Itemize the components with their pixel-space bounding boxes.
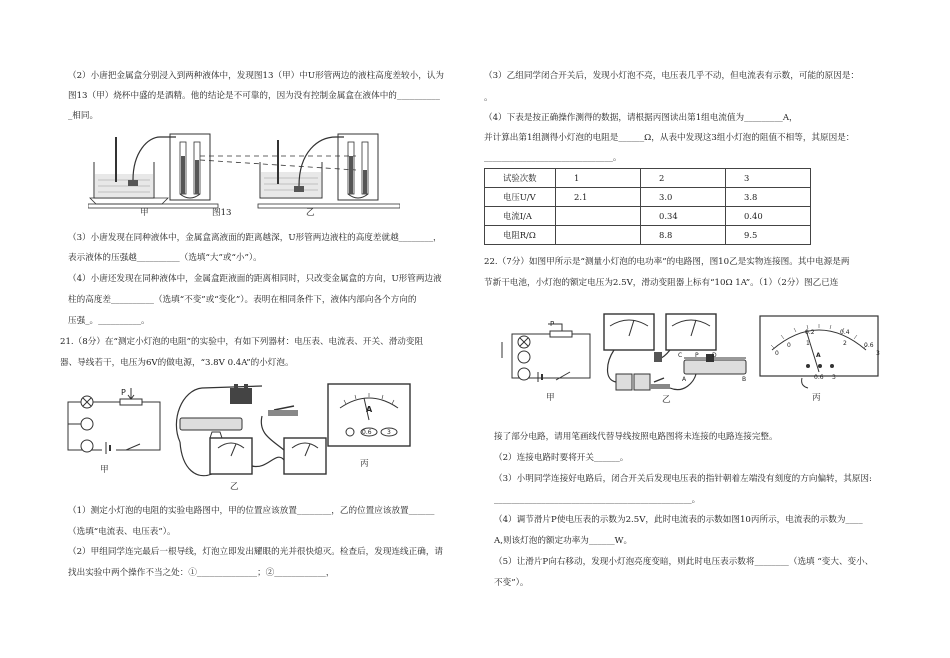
- q4-text-line1: （4）小唐还发现在同种液体中，金属盒距液面的距离相同时，只改变金属盒的方向，U形管两边液: [68, 274, 442, 284]
- figure-13-pressure-gauge: [88, 132, 400, 220]
- fig21-label-bing: 丙: [360, 459, 369, 469]
- q22-text-line2: 节新干电池，小灯泡的额定电压为2.5V，滑动变阻器上标有“10Ω 1A”。（1）（2分）图乙已连: [484, 278, 839, 288]
- fig22-scale-outer-3: 3: [876, 350, 880, 357]
- q22-5-text-line2: 不变”）。: [494, 578, 529, 588]
- q22-5-text-line1: （5）让滑片P向右移动，发现小灯泡亮度变暗，则此时电压表示数将________（选填 “变大、变小、: [494, 557, 874, 567]
- fig21-meter-a: A: [366, 405, 373, 414]
- table-cell: 3: [726, 169, 811, 188]
- table-row: [485, 226, 811, 245]
- fig22-scale-02: 0.2: [805, 329, 815, 336]
- r-q4-text-line3: ______________________________。: [484, 153, 622, 163]
- fig22-scale-outer-0: 0: [775, 350, 779, 357]
- q22-3-text-line2: ______________________________________________。: [494, 495, 701, 505]
- fig22-p-label: P: [550, 320, 555, 328]
- table-cell: 2.1: [556, 188, 641, 207]
- fig13-label-yi: 乙: [306, 208, 315, 218]
- table-cell: 3.0: [641, 188, 726, 207]
- fig21-meter-3: 3: [387, 429, 391, 436]
- q21-text-line1: 21.（8分）在“测定小灯泡的电阻”的实验中，有如下列器材：电压表、电流表、开关、滑动变阻: [60, 337, 424, 347]
- fig22-scale-04: 0.4: [840, 329, 850, 336]
- table-cell: [556, 226, 641, 245]
- table-cell: 9.5: [726, 226, 811, 245]
- q4-text-line3: 压强_。__________。: [68, 316, 150, 326]
- fig22-terminal-d: D: [712, 352, 717, 359]
- figure-22-circuit: [484, 302, 884, 408]
- fig22-label-yi: 乙: [662, 395, 671, 405]
- fig22-term-06: 0.6: [814, 374, 824, 381]
- table-cell: 电流I/A: [485, 207, 556, 226]
- table-header-row: [485, 169, 811, 188]
- fig21-label-yi: 乙: [230, 482, 239, 492]
- table-cell: 8.8: [641, 226, 726, 245]
- fig22-terminal-b: B: [742, 376, 747, 383]
- fig22-scale-outer-2: 2: [843, 340, 847, 347]
- table-cell: 3.8: [726, 188, 811, 207]
- q2-text-line1: （2）小唐把金属盒分别浸入到两种液体中，发现图13（甲）中U形管两边的液柱高度差较小，认为: [68, 71, 444, 81]
- fig22-term-3: 3: [832, 374, 836, 381]
- fig22-scale-0: 0: [787, 342, 791, 349]
- table-cell: 2: [641, 169, 726, 188]
- q3-text-line1: （3）小唐发现在同种液体中，金属盒离液面的距离越深，U形管两边液柱的高度差就越________，: [68, 233, 442, 243]
- q3-text-line2: 表示液体的压强越__________（选填“大”或“小”）。: [68, 253, 262, 263]
- q21-2-text-line2: 找出实验中两个操作不当之处：①______________；②____________，: [68, 568, 335, 578]
- fig22-terminal-a: A: [682, 376, 687, 383]
- table-row: [485, 207, 811, 226]
- fig22-scale-06: 0.6: [864, 342, 874, 349]
- q21-1-text-line1: （1）测定小灯泡的电阻的实验电路图中，甲的位置应该放置________，乙的位置应该放置______: [68, 506, 435, 516]
- fig22-terminal-c: C: [678, 352, 683, 359]
- q22-3-text-line1: （3）小明同学连接好电路后，闭合开关后发现电压表的指针朝着左端没有刻度的方向偏转，其原因:: [494, 474, 872, 484]
- table-cell: 1: [556, 169, 641, 188]
- fig13-label-jia: 甲: [140, 208, 149, 218]
- fig21-p-label: P: [121, 388, 126, 397]
- fig22-label-jia: 甲: [546, 393, 555, 403]
- q22-after-fig: 接了部分电路，请用笔画线代替导线按照电路图将未连接的电路连接完整。: [494, 432, 778, 442]
- fig22-scale-outer-1: 1: [806, 340, 810, 347]
- table-cell: 电阻R/Ω: [485, 226, 556, 245]
- fig21-label-jia: 甲: [100, 465, 109, 475]
- fig13-caption: 图13: [212, 208, 232, 218]
- table-cell: 0.34: [641, 207, 726, 226]
- table-cell: [556, 207, 641, 226]
- q2-text-line2: 图13（甲）烧杯中盛的是酒精。他的结论是不可靠的，因为没有控制金属盒在液体中的__________: [68, 91, 440, 101]
- r-q3-text-line1: （3）乙组同学闭合开关后，发现小灯泡不亮，电压表几乎不动，但电流表有示数，可能的原因是：: [484, 71, 860, 81]
- q22-2-text: （2）连接电路时要将开关______。: [494, 453, 629, 463]
- fig22-label-bing: 丙: [812, 393, 821, 403]
- fig22-terminal-p: P: [695, 352, 699, 359]
- table-row: [485, 188, 811, 207]
- q21-1-text-line2: （选填“电流表、电压表”）。: [68, 527, 176, 537]
- fig22-term-a: A: [816, 352, 821, 359]
- q2-text-line3: _相同。: [68, 111, 99, 121]
- q21-text-line2: 器、导线若干，电压为6V的做电源，“3.8V 0.4A”的小灯泡。: [60, 358, 294, 368]
- fig21-meter-06: 0.6: [362, 429, 372, 436]
- r-q4-text-line2: 并计算出第1组测得小灯泡的电阻是______Ω，从表中发现这3组小灯泡的阻值不相等，其原因是：: [484, 133, 855, 143]
- q22-text-line1: 22.（7分）如图甲所示是“测量小灯泡的电功率”的电路图，图10乙是实物连接图。其中电源是两: [484, 257, 850, 267]
- q22-4-text-line1: （4）调节滑片P使电压表的示数为2.5V，此时电流表的示数如图10丙所示，电流表的示数为____: [494, 515, 863, 525]
- data-table: [484, 168, 811, 245]
- table-cell: 试验次数: [485, 169, 556, 188]
- q4-text-line2: 柱的高度差__________（选填“不变”或“变化”）。表明在相同条件下，液体内部向各个方向的: [68, 295, 417, 305]
- table-cell: 电压U/V: [485, 188, 556, 207]
- r-q3-text-line2: 。: [484, 93, 493, 103]
- q21-2-text-line1: （2）甲组同学连完最后一根导线，灯泡立即发出耀眼的光并很快熄灭。检查后，发现连线正确，请: [68, 547, 444, 557]
- r-q4-text-line1: （4）下表是按正确操作测得的数据，请根据丙图读出第1组电流值为_________A，: [484, 113, 798, 123]
- table-cell: 0.40: [726, 207, 811, 226]
- q22-4-text-line2: A,则该灯泡的额定功率为______W。: [494, 536, 633, 546]
